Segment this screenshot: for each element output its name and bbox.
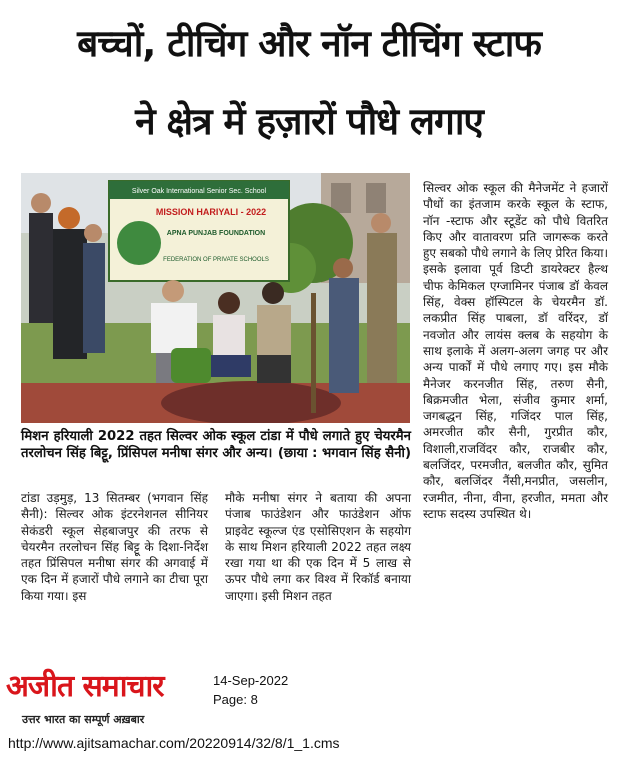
- headline-line-2: ने क्षेत्र में हज़ारों पौधे लगाए: [135, 100, 483, 143]
- source-url[interactable]: http://www.ajitsamachar.com/20220914/32/8/1_1.cms: [8, 735, 340, 751]
- newspaper-logo: अजीत समाचार: [6, 669, 164, 704]
- caption-text: मिशन हरियाली 2022 तहत सिल्वर ओक स्कूल टांडा में पौधे लगाते हुए चेयरमैन तरलोचन सिंह बिट्टू, प्रिंसिपल मनीषा संगर और अन्य।: [21, 429, 411, 461]
- banner-foundation: APNA PUNJAB FOUNDATION: [166, 230, 266, 237]
- banner-federation: FEDERATION OF PRIVATE SCHOOLS: [163, 257, 269, 263]
- article-para-right: सिल्वर ओक स्कूल की मैनेजमेंट ने हजारों पौधों का इंतजाम करके स्कूल के स्टाफ, नॉन -स्टाफ और स्टूडेंट को पौधे वितरित किए और वातावरण प्रति जागरूक करते हुए सबको पौधे लगाने के लिए प्रेरित किया। इसके इलावा पूर्व डिप्टी डायरेक्टर हैल्थ चीफ केमिकल एग्जामिनर पंजाब डॉ केवल सिंह, वेक्स हॉस्पिटल के चेयरमैन डॉ. लकप्रीत सिंह पाबला, डॉ वरिंदर, डॉ नवजोत और लायंस क्लब के सहयोग के साथ इलाके में अलग-अलग जगह पर और अन्य पार्कों में पौधे लगाए गए। इस मौके मैनेजर करनजीत सिंह, तरुण सैनी, बिक्रमजीत भेला, संजीव कुमार शर्मा, जगबद्धन सिंह, गजिंदर पाल सिंह, अमरजीत कौर सैनी, गुरप्रीत कौर, विशाली,राजविंदर कौर, राजबीर कौर, बलजिंदर, परमजीत, बलजीत कौर, सुमित कौर, बलजिंदर नैंसी,मनप्रीत, जसलीन, रजमीत, नीना, वीना, हरजीत, ममता और स्टाफ सदस्य उपस्थित थे।: [423, 181, 608, 521]
- article-para-left: टांडा उड़मुड़, 13 सितम्बर (भगवान सिंह सैनी): सिल्वर ओक इंटरनेशनल सीनियर सेकंडरी स्कूल सेहबाजपुर की तरफ से चेयरमैन तरलोचन सिंह बिट्टू के दिशा-निर्देश तहत प्रिंसिपल मनीषा संगर की अगवाई में एक दिन में हजारों पौधे लगाने का टीचा पूरा किया गया। इस: [21, 491, 208, 603]
- photo-caption: [21, 428, 411, 462]
- headline-line-1: बच्चों, टीचिंग और नॉन टीचिंग स्टाफ: [77, 22, 541, 65]
- banner-mission: MISSION HARIYALI - 2022: [155, 207, 267, 217]
- newspaper-tagline: उत्तर भारत का सम्पूर्ण अख़बार: [22, 713, 145, 726]
- article-column-left: [21, 490, 208, 604]
- article-column-middle: [225, 490, 411, 604]
- article-column-right: [423, 180, 608, 522]
- mission-banner: [109, 181, 289, 281]
- page-number: Page: 8: [213, 692, 258, 707]
- news-photo: [21, 173, 410, 423]
- article-para-middle: मौके मनीषा संगर ने बताया की अपना पंजाब फाउंडेशन और फाउंडेशन ऑफ प्राइवेट स्कूल्ज एंड एसोसिएशन के सहयोग के साथ मिशन हरियाली 2022 तहत लक्ष्य रखा गया था की एक दिन में 5 लाख से ऊपर पौधे लगा कर विश्व में रिकॉर्ड बनाया जाएगा। इसी मिशन तहत: [225, 491, 411, 603]
- banner-school: Silver Oak International Senior Sec. School: [131, 188, 267, 195]
- photo-credit: (छाया : भगवान सिंह सैनी): [277, 446, 411, 461]
- edition-date: 14-Sep-2022: [213, 673, 289, 688]
